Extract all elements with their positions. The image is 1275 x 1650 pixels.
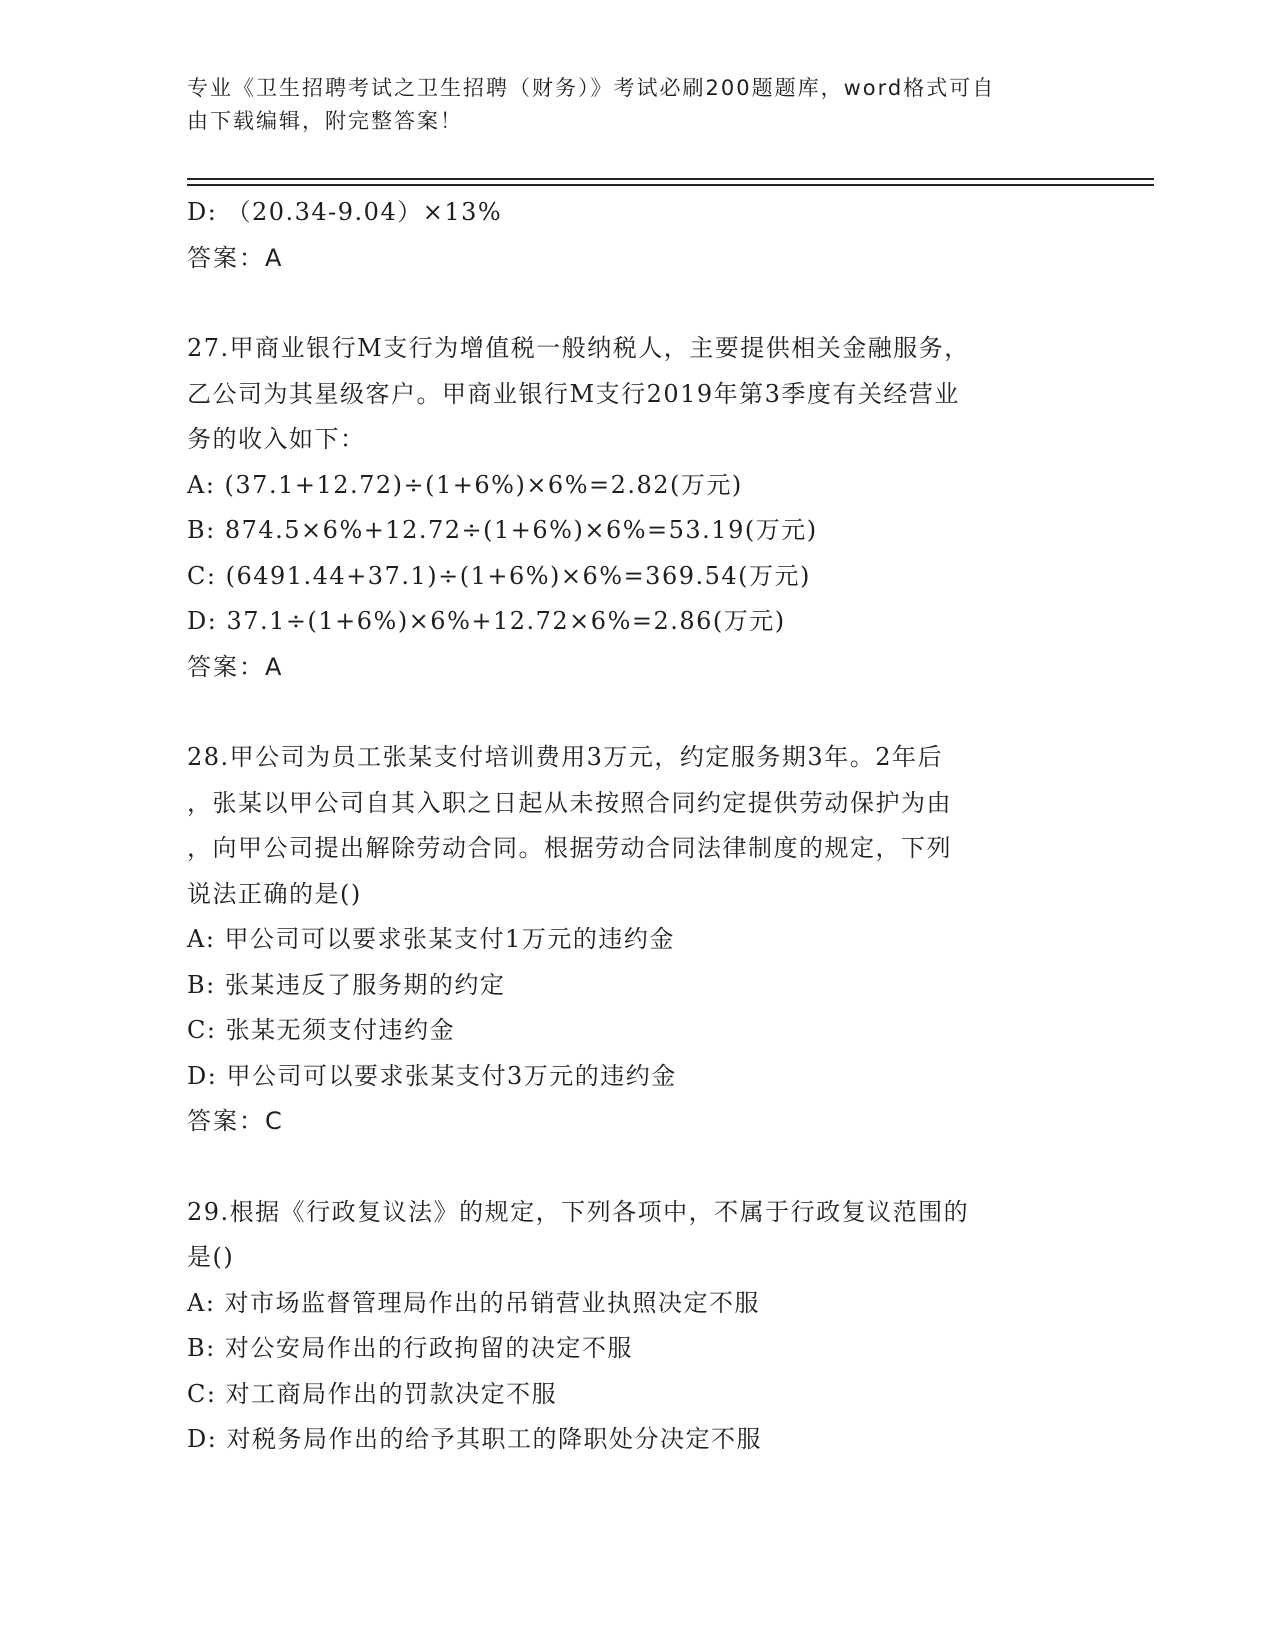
option-b: B: 张某违反了服务期的约定 <box>187 970 506 999</box>
option-a: A: 对市场监督管理局作出的吊销营业执照决定不服 <box>187 1288 761 1317</box>
question-stem-line: 务的收入如下： <box>187 425 366 453</box>
option-d: D: 对税务局作出的给予其职工的降职处分决定不服 <box>187 1425 762 1453</box>
header-line-1: 专业《卫生招聘考试之卫生招聘（财务）》考试必刷200题题库，word格式可自 <box>187 76 996 100</box>
question-stem-line: 说法正确的是() <box>187 879 362 908</box>
question-stem-line: 29.根据《行政复议法》的规定，下列各项中，不属于行政复议范围的 <box>187 1197 970 1226</box>
option-c: C: 张某无须支付违约金 <box>187 1016 456 1044</box>
header-divider-top <box>187 178 1154 180</box>
question-stem-line: ，张某以甲公司自其入职之日起从未按照合同约定提供劳动保护为由 <box>187 788 952 817</box>
answer-label: 答案：C <box>187 1107 284 1135</box>
option-b: B: 874.5×6%+12.72÷(1+6%)×6%=53.19(万元) <box>187 516 818 544</box>
option-a: A: 甲公司可以要求张某支付1万元的违约金 <box>187 925 675 953</box>
question-29 <box>187 1190 1087 1463</box>
header-line-2: 由下载编辑，附完整答案！ <box>187 109 463 133</box>
option-b: B: 对公安局作出的行政拘留的决定不服 <box>187 1334 633 1362</box>
option-c: C: 对工商局作出的罚款决定不服 <box>187 1379 558 1408</box>
option-c: C: (6491.44+37.1)÷(1+6%)×6%=369.54(万元) <box>187 561 811 590</box>
option-d: D: （20.34-9.04）×13% <box>187 198 503 226</box>
question-stem-line: 27.甲商业银行M支行为增值税一般纳税人，主要提供相关金融服务， <box>187 334 970 362</box>
question-28 <box>187 735 1087 1145</box>
document-body <box>187 190 1087 1463</box>
header-divider-bottom <box>187 184 1154 186</box>
previous-question-tail <box>187 190 1087 281</box>
question-stem-line: 是() <box>187 1243 235 1271</box>
answer-label: 答案：A <box>187 652 284 681</box>
option-a: A: (37.1+12.72)÷(1+6%)×6%=2.82(万元) <box>187 470 743 499</box>
question-stem-line: 28.甲公司为员工张某支付培训费用3万元，约定服务期3年。2年后 <box>187 743 943 771</box>
answer-label: 答案：A <box>187 243 284 272</box>
question-27 <box>187 326 1087 690</box>
option-d: D: 甲公司可以要求张某支付3万元的违约金 <box>187 1061 677 1090</box>
page-header <box>187 72 1067 138</box>
option-d: D: 37.1÷(1+6%)×6%+12.72×6%=2.86(万元) <box>187 607 786 635</box>
question-stem-line: 乙公司为其星级客户。甲商业银行M支行2019年第3季度有关经营业 <box>187 379 960 408</box>
question-stem-line: ，向甲公司提出解除劳动合同。根据劳动合同法律制度的规定，下列 <box>187 834 952 862</box>
